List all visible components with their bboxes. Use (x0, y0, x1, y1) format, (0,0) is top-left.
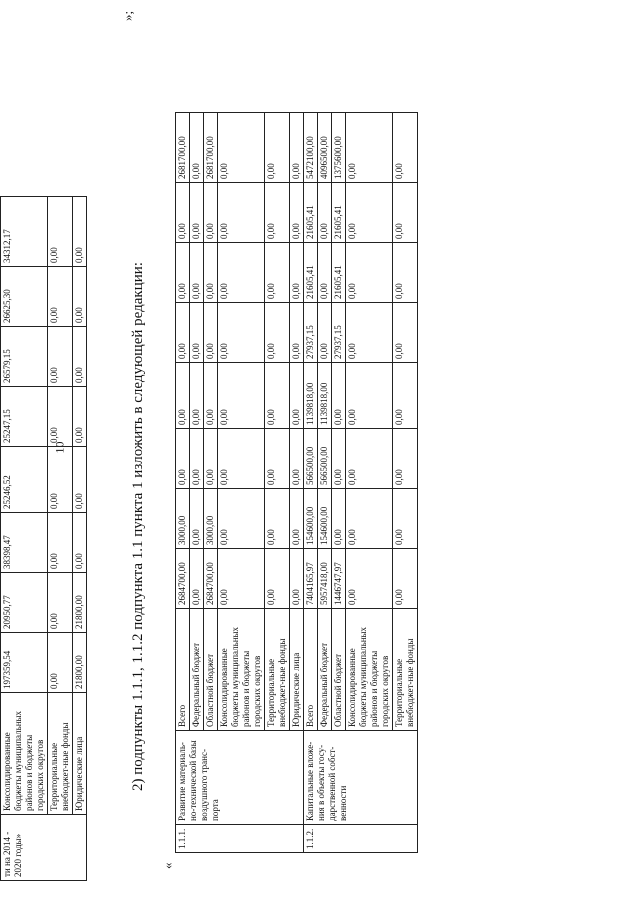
value-cell: 566500,00 (318, 429, 332, 489)
value-cell: 0,00 (204, 243, 218, 303)
value-cell: 0,00 (190, 243, 204, 303)
value-cell: 0,00 (346, 243, 393, 303)
value-cell: 0,00 (218, 489, 265, 549)
value-cell: 0,00 (48, 197, 73, 267)
value-cell: 0,00 (346, 303, 393, 363)
value-cell: 0,00 (393, 549, 418, 609)
main-table (175, 112, 418, 853)
value-cell: 2684700,00 (176, 549, 190, 609)
amend-text: 2) подпункты 1.1.1, 1.1.2 подпункта 1.1 пункта 1 изложить в следующей редакции: (130, 262, 146, 791)
value-cell: 21605,41 (304, 243, 318, 303)
value-cell: 0,00 (190, 429, 204, 489)
value-cell: 0,00 (318, 243, 332, 303)
closing-quote: »; (120, 10, 135, 21)
value-cell: 21800,00 (73, 573, 87, 633)
funding-source-cell: Территориальные внебюджет-ные фонды (393, 609, 418, 731)
value-cell: 26625,30 (1, 267, 48, 327)
value-cell: 0,00 (48, 633, 73, 693)
value-cell: 0,00 (290, 113, 304, 183)
value-cell: 0,00 (204, 429, 218, 489)
value-cell: 0,00 (332, 363, 346, 429)
value-cell: 0,00 (290, 303, 304, 363)
value-cell: 0,00 (290, 243, 304, 303)
funding-source-cell: Юридические лица (73, 693, 87, 815)
value-cell: 7404165,97 (304, 549, 318, 609)
value-cell: 38398,47 (1, 513, 48, 573)
value-cell: 0,00 (346, 549, 393, 609)
open-quote: « (160, 862, 175, 869)
value-cell: 0,00 (190, 549, 204, 609)
funding-source-cell: Консолидированные бюджеты муниципальных районов и бюджеты городских округов (346, 609, 393, 731)
funding-source-cell: Федеральный бюджет (318, 609, 332, 731)
value-cell: 25246,52 (1, 447, 48, 513)
value-cell: 1139818,00 (304, 363, 318, 429)
value-cell: 0,00 (73, 327, 87, 387)
value-cell: 2681700,00 (176, 113, 190, 183)
funding-source-cell: Всего (176, 609, 190, 731)
item-title-cell: Капитальные вложе-ния в объекты госу-дарственной собст-венности (304, 731, 418, 825)
table-row (73, 197, 87, 881)
value-cell: 0,00 (290, 489, 304, 549)
value-cell: 0,00 (218, 113, 265, 183)
value-cell: 0,00 (393, 183, 418, 243)
value-cell: 0,00 (190, 363, 204, 429)
item-code-cell: 1.1.1. (176, 825, 304, 853)
value-cell: 0,00 (332, 429, 346, 489)
value-cell: 0,00 (190, 489, 204, 549)
value-cell: 0,00 (346, 113, 393, 183)
funding-source-cell: Федеральный бюджет (190, 609, 204, 731)
value-cell: 26579,15 (1, 327, 48, 387)
value-cell: 0,00 (393, 363, 418, 429)
value-cell: 0,00 (73, 447, 87, 513)
value-cell: 0,00 (204, 183, 218, 243)
value-cell: 0,00 (265, 549, 290, 609)
value-cell: 21800,00 (73, 633, 87, 693)
value-cell: 27937,15 (332, 303, 346, 363)
funding-source-cell: Всего (304, 609, 318, 731)
table-row (1, 197, 48, 881)
value-cell: 0,00 (218, 303, 265, 363)
table-row (48, 197, 73, 881)
value-cell: 0,00 (73, 513, 87, 573)
top-table (0, 196, 87, 881)
value-cell: 0,00 (290, 549, 304, 609)
value-cell: 0,00 (318, 183, 332, 243)
item-code-cell: 1.1.2. (304, 825, 418, 853)
value-cell: 0,00 (346, 183, 393, 243)
value-cell: 0,00 (265, 183, 290, 243)
value-cell: 0,00 (48, 513, 73, 573)
value-cell: 0,00 (218, 183, 265, 243)
main-table-wrap (175, 112, 418, 853)
value-cell: 0,00 (176, 429, 190, 489)
value-cell: 34312,17 (1, 197, 48, 267)
value-cell: 21605,41 (304, 183, 318, 243)
value-cell: 0,00 (346, 363, 393, 429)
value-cell: 0,00 (265, 243, 290, 303)
funding-source-cell: Консолидированные бюджеты муниципальных районов и бюджеты городских округов (218, 609, 265, 731)
funding-source-cell: Областной бюджет (332, 609, 346, 731)
value-cell: 2684700,00 (204, 549, 218, 609)
value-cell: 0,00 (204, 303, 218, 363)
value-cell: 0,00 (73, 197, 87, 267)
value-cell: 0,00 (218, 363, 265, 429)
value-cell: 4096500,00 (318, 113, 332, 183)
value-cell: 3000,00 (176, 489, 190, 549)
value-cell: 21605,41 (332, 183, 346, 243)
value-cell: 0,00 (265, 113, 290, 183)
page-number: 10 (52, 441, 67, 454)
value-cell: 2681700,00 (204, 113, 218, 183)
funding-source-cell: Консолидированные бюджеты муниципальных районов и бюджеты городских округов (1, 693, 48, 815)
value-cell: 154600,00 (304, 489, 318, 549)
value-cell: 27937,15 (304, 303, 318, 363)
value-cell: 0,00 (318, 303, 332, 363)
value-cell: 0,00 (332, 489, 346, 549)
value-cell: 0,00 (393, 243, 418, 303)
value-cell: 0,00 (290, 363, 304, 429)
value-cell: 0,00 (218, 243, 265, 303)
value-cell: 0,00 (176, 183, 190, 243)
value-cell: 0,00 (73, 387, 87, 447)
value-cell: 1446747,97 (332, 549, 346, 609)
value-cell: 0,00 (265, 489, 290, 549)
value-cell: 0,00 (48, 573, 73, 633)
value-cell: 0,00 (218, 429, 265, 489)
value-cell: 0,00 (393, 113, 418, 183)
value-cell: 0,00 (204, 363, 218, 429)
value-cell: 0,00 (176, 303, 190, 363)
value-cell: 0,00 (218, 549, 265, 609)
value-cell: 0,00 (176, 243, 190, 303)
value-cell: 0,00 (393, 303, 418, 363)
top-table-wrap (0, 196, 87, 881)
item-title-cell: Развитие материаль-но-технической базы воздушного транс-порта (176, 731, 304, 825)
value-cell: 0,00 (190, 113, 204, 183)
value-cell: 21605,41 (332, 243, 346, 303)
funding-source-cell: Территориальные внебюджет-ные фонды (265, 609, 290, 731)
value-cell: 197359,54 (1, 633, 48, 693)
value-cell: 0,00 (190, 183, 204, 243)
funding-source-cell: Территориальные внебюджет-ные фонды (48, 693, 73, 815)
value-cell: 0,00 (73, 267, 87, 327)
value-cell: 0,00 (393, 489, 418, 549)
funding-source-cell: Юридические лица (290, 609, 304, 731)
program-name-cell: ти на 2014 - 2020 годы» (1, 815, 87, 881)
funding-source-cell: Областной бюджет (204, 609, 218, 731)
value-cell: 1139818,00 (318, 363, 332, 429)
value-cell: 0,00 (190, 303, 204, 363)
value-cell: 5472100,00 (304, 113, 318, 183)
value-cell: 0,00 (290, 183, 304, 243)
table-row (176, 113, 190, 853)
value-cell: 1375600,00 (332, 113, 346, 183)
value-cell: 0,00 (176, 363, 190, 429)
value-cell: 0,00 (48, 267, 73, 327)
value-cell: 0,00 (48, 447, 73, 513)
value-cell: 0,00 (393, 429, 418, 489)
value-cell: 0,00 (346, 489, 393, 549)
value-cell: 20950,77 (1, 573, 48, 633)
value-cell: 154600,00 (318, 489, 332, 549)
value-cell: 0,00 (265, 363, 290, 429)
value-cell: 0,00 (290, 429, 304, 489)
value-cell: 0,00 (265, 303, 290, 363)
value-cell: 0,00 (48, 387, 73, 447)
value-cell: 3000,00 (204, 489, 218, 549)
value-cell: 25247,15 (1, 387, 48, 447)
value-cell: 0,00 (265, 429, 290, 489)
value-cell: 0,00 (346, 429, 393, 489)
value-cell: 566500,00 (304, 429, 318, 489)
table-row (304, 113, 318, 853)
value-cell: 0,00 (48, 327, 73, 387)
value-cell: 5957418,00 (318, 549, 332, 609)
